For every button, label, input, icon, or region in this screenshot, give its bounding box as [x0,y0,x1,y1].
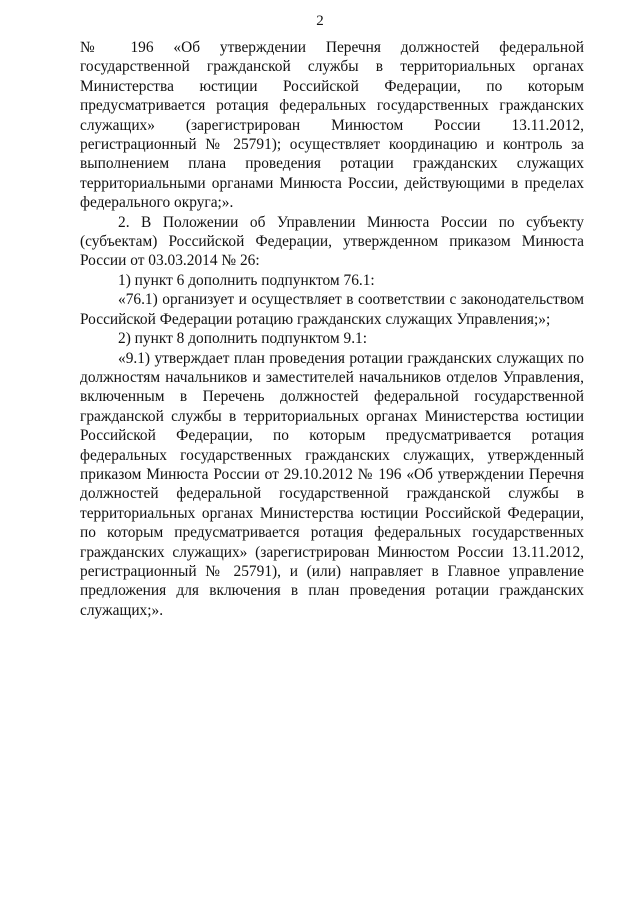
paragraph-quote-76-1: «76.1) организует и осуществляет в соответствии с законодательством Российской Федерации ротацию гражданских служащих Управления;»; [80,291,584,328]
document-body [80,38,584,620]
paragraph-subitem-1: 1) пункт 6 дополнить подпунктом 76.1: [118,271,375,289]
paragraph-subitem-2: 2) пункт 8 дополнить подпунктом 9.1: [118,330,368,348]
page-number: 2 [316,13,324,29]
paragraph-quote-9-1: «9.1) утверждает план проведения ротации гражданских служащих по должностям начальников и заместителей начальников отделов Управления, включенным в Перечень должностей федеральной государственной гражданской службы в территориальных органах Министерства юстиции Российской Федерации, по которым предусматривается ротация федеральных государственных гражданских служащих, утвержденный приказом Минюста России от 29.10.2012 № 196 «Об утверждении Перечня должностей федеральной государственной гражданской службы в территориальных органах Министерства юстиции Российской Федерации, по которым предусматривается ротация федеральных государственных гражданских служащих» (зарегистрирован Минюстом России 13.11.2012, регистрационный № 25791), и (или) направляет в Главное управление предложения для включения в план проведения ротации гражданских служащих;». [80,349,584,619]
paragraph-continuation: № 196 «Об утверждении Перечня должностей федеральной государственной гражданской службы в территориальных органах Министерства юстиции Российской Федерации, по которым предусматривается ротация федеральных государственных гражданских служащих» (зарегистрирован Минюстом России 13.11.2012, регистрационный № 25791); осуществляет координацию и контроль за выполнением плана проведения ротации гражданских служащих территориальными органами Минюста России, действующими в пределах федерального округа;». [80,39,584,212]
paragraph-item-2: 2. В Положении об Управлении Минюста России по субъекту (субъектам) Российской Федерации, утвержденном приказом Минюста России от 03.03.2014 № 26: [80,213,584,270]
